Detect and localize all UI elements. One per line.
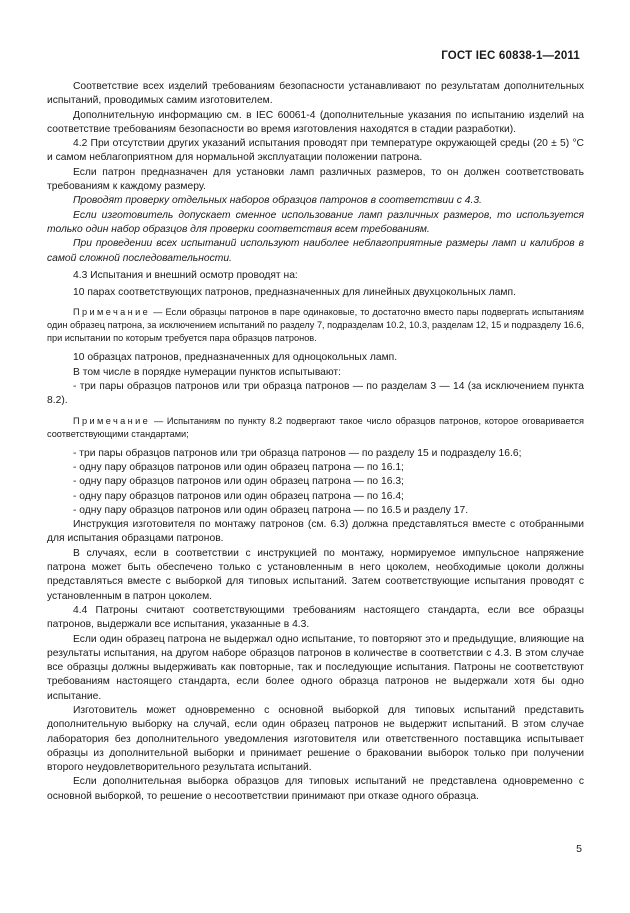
list-item: - одну пару образцов патронов или один образец патрона — по 16.1;: [73, 461, 404, 473]
paragraph: При проведении всех испытаний используют наиболее неблагоприятные размеры ламп и калибров в самой сложной последовательности.: [47, 238, 584, 264]
paragraph: Соответствие всех изделий требованиям безопасности устанавливают по результатам дополнительных испытаний, проводимых самим изготовителем.: [47, 81, 584, 107]
note-label: Примечание: [73, 307, 151, 318]
paragraph: 4.4 Патроны считают соответствующими требованиям настоящего стандарта, если все образцы патронов, выдержали все испытания, указанные в 4.3.: [47, 604, 584, 631]
note: [47, 306, 584, 345]
document-body: [47, 80, 584, 804]
paragraph: 10 образцах патронов, предназначенных для одноцокольных ламп.: [73, 352, 398, 364]
list-item: - одну пару образцов патронов или один образец патрона — по 16.4;: [73, 490, 404, 502]
list-item: - одну пару образцов патронов или один образец патрона — по 16.5 и разделу 17.: [73, 504, 469, 516]
page-number: 5: [576, 843, 582, 855]
paragraph: 10 парах соответствующих патронов, предназначенных для линейных двухцокольных ламп.: [73, 287, 516, 299]
paragraph: 4.2 При отсутствии других указаний испытания проводят при температуре окружающей среды (20 ± 5) °С и самом неблагоприятном для нормальной эксплуатации положении патрона.: [47, 138, 584, 164]
note-label: Примечание: [73, 415, 151, 426]
paragraph: В том числе в порядке нумерации пунктов испытывают:: [73, 366, 341, 378]
list-item: - три пары образцов патронов или три образца патронов — по разделу 15 и подразделу 16.6;: [73, 447, 522, 459]
paragraph: В случаях, если в соответствии с инструкцией по монтажу, нормируемое импульсное напряжение патрона может быть обеспечено только с установленным в него цоколем, необходимые цоколи должны представляться вместе с выборкой для типовых испытаний. Затем соответствующие испытания проводят с установленным в патрон цоколем.: [47, 547, 584, 602]
list-item: - три пары образцов патронов или три образца патронов — по разделам 3 — 14 (за исключением пункта 8.2).: [47, 381, 584, 407]
paragraph: Проводят проверку отдельных наборов образцов патронов в соответствии с 4.3.: [73, 195, 482, 207]
paragraph: Если один образец патрона не выдержал одно испытание, то повторяют это и предыдущие, влияющие на результаты испытания, на другом наборе образцов патронов в количестве в соответствии с 4.3. В этом случае все образцы должны выдерживать как повторные, так и последующие испытания. Патроны не соответствуют требованиям настоящего стандарта, если более одного образца патронов не выдержали хотя бы одно испытание.: [47, 633, 584, 702]
document-header: ГОСТ IEC 60838-1—2011: [441, 50, 580, 62]
paragraph: 4.3 Испытания и внешний осмотр проводят на:: [73, 269, 298, 281]
paragraph: Если изготовитель допускает сменное использование ламп различных размеров, то используется только один набор образцов для проверки соответствия всем требованиям.: [47, 209, 584, 235]
paragraph: Если дополнительная выборка образцов для типовых испытаний не представлена одновременно с основной выборкой, то решение о несоответствии принимают при отказе одного образца.: [47, 776, 584, 802]
note-text: — Испытаниям по пункту 8.2 подвергают такое число образцов патронов, которое оговаривается соответствующими стандартами;: [47, 415, 584, 439]
note-text: — Если образцы патронов в паре одинаковые, то достаточно вместо пары подвергать испытаниям один образец патрона, за исключением испытаний по разделу 7, подразделам 10.2, 10.3, разделам 12, 15 и подразделу 16.6, при испытании по которым требуется пара образцов патронов.: [47, 307, 584, 344]
list-item: - одну пару образцов патронов или один образец патрона — по 16.3;: [73, 476, 404, 488]
paragraph: Изготовитель может одновременно с основной выборкой для типовых испытаний представить дополнительную выборку на случай, если один образец патронов не выдержит испытаний. В этом случае лаборатория без дополнительного уведомления изготовителя или ответственного поставщика испытывает образцы из дополнительной выборки и принимает решение о браковании выборок только при получении второго неудовлетворительного результата испытаний.: [47, 704, 584, 774]
note: [47, 415, 584, 441]
paragraph: Если патрон предназначен для установки ламп различных размеров, то он должен соответствовать требованиям к каждому размеру.: [47, 166, 584, 193]
paragraph: Инструкция изготовителя по монтажу патронов (см. 6.3) должна представляться вместе с отобранными для испытания образцами патронов.: [47, 519, 584, 545]
paragraph: Дополнительную информацию см. в IEC 60061-4 (дополнительные указания по испытанию изделий на соответствие требованиям безопасности во время изготовления находятся в стадии разработки).: [47, 109, 584, 135]
